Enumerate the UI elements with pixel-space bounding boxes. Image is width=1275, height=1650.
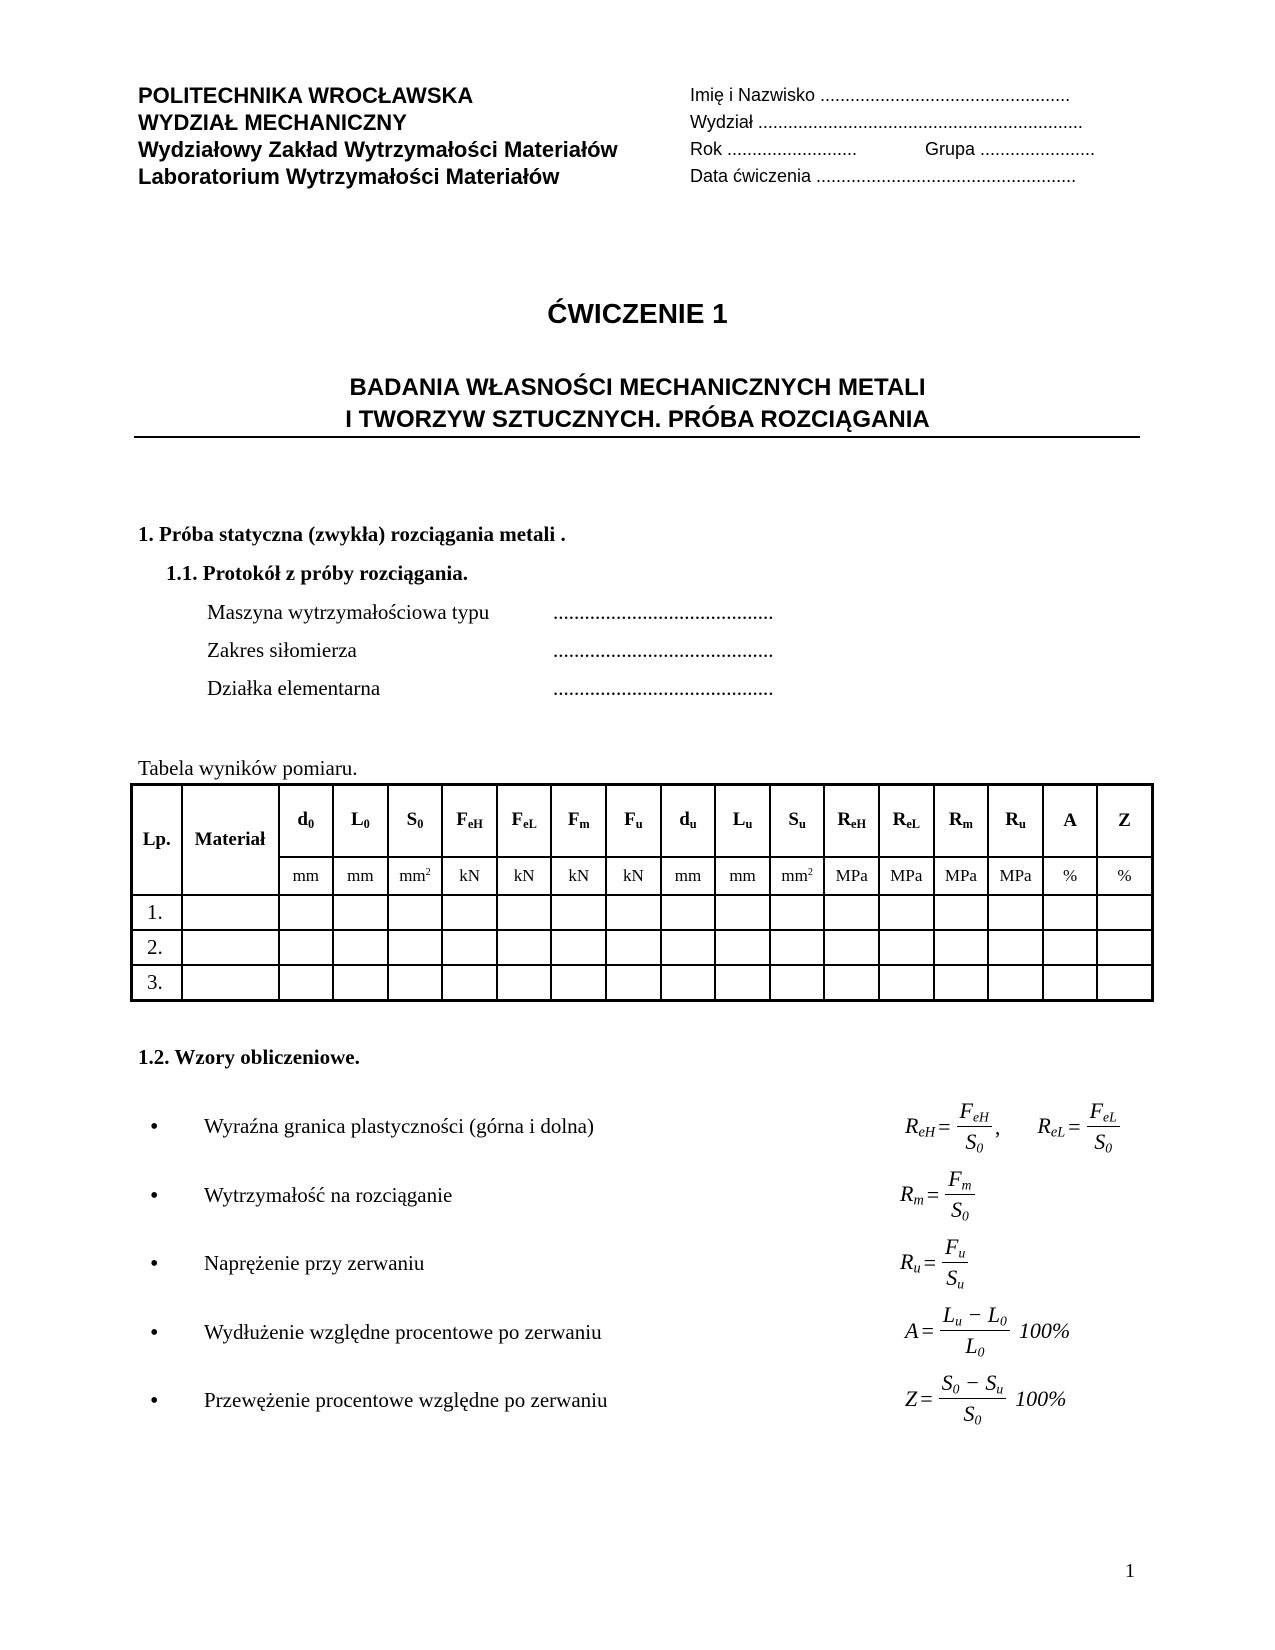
symbol-letter: A bbox=[1063, 810, 1077, 831]
exercise-subtitle bbox=[0, 372, 1275, 436]
bullet-icon: • bbox=[150, 1251, 159, 1277]
material-cell[interactable] bbox=[182, 895, 279, 930]
bullet-icon: • bbox=[150, 1114, 159, 1140]
protocol-label: Maszyna wytrzymałościowa typu bbox=[207, 600, 490, 624]
table-caption: Tabela wyników pomiaru. bbox=[138, 756, 358, 780]
exercise-title: ĆWICZENIE 1 bbox=[547, 298, 728, 329]
formula-description: Wytrzymałość na rozciąganie bbox=[204, 1183, 453, 1207]
formula-description: Naprężenie przy zerwaniu bbox=[204, 1251, 425, 1275]
value-cell[interactable] bbox=[551, 930, 606, 965]
header-unit bbox=[388, 857, 443, 895]
table-row bbox=[132, 895, 1153, 930]
institution-block bbox=[138, 82, 618, 190]
unit-text: MPa bbox=[999, 866, 1032, 885]
symbol-letter: F bbox=[567, 809, 580, 831]
bullet-icon: • bbox=[150, 1320, 159, 1346]
symbol-letter: d bbox=[297, 809, 308, 831]
header-symbol bbox=[770, 785, 825, 858]
formula-tensile-strength: $R_m$ = $\frac{F_m}{S_0}$ bbox=[900, 1166, 978, 1225]
unit-text: mm bbox=[347, 866, 374, 885]
symbol-letter: F bbox=[456, 809, 468, 831]
value-cell[interactable] bbox=[988, 965, 1043, 1001]
results-table bbox=[130, 783, 1154, 1002]
symbol-letter: F bbox=[624, 809, 636, 831]
value-cell[interactable] bbox=[1043, 965, 1098, 1001]
header-unit bbox=[824, 857, 879, 895]
header-unit bbox=[279, 857, 334, 895]
symbol-subscript: u bbox=[689, 817, 697, 832]
value-cell[interactable] bbox=[388, 930, 443, 965]
formula-yield-strength: $R_{eH}$ = $\frac{F_{eH}}{S_0}$ , $R_{eL}$ = $\frac{F_{eL}}{S_0}$ bbox=[905, 1098, 1123, 1157]
header-symbol bbox=[551, 785, 606, 858]
unit-text: MPa bbox=[944, 866, 977, 885]
value-cell[interactable] bbox=[442, 895, 497, 930]
header-symbol bbox=[824, 785, 879, 858]
faculty-field[interactable]: Wydział ................................................................. bbox=[690, 112, 1083, 132]
symbol-subscript: 0 bbox=[308, 817, 315, 832]
header-unit bbox=[1043, 857, 1098, 895]
value-cell[interactable] bbox=[988, 895, 1043, 930]
symbol-letter: R bbox=[837, 809, 852, 831]
header-material: Materiał bbox=[182, 785, 279, 896]
section-1-heading: 1. Próba statyczna (zwykła) rozciągania metali . bbox=[138, 522, 566, 546]
symbol-subscript: 0 bbox=[363, 817, 370, 832]
value-cell[interactable] bbox=[279, 930, 334, 965]
symbol-subscript: m bbox=[962, 817, 973, 832]
value-cell[interactable] bbox=[497, 930, 552, 965]
bullet-icon: • bbox=[150, 1388, 159, 1414]
protocol-blank[interactable]: .......................................... bbox=[553, 676, 774, 700]
symbol-letter: S bbox=[788, 809, 799, 831]
header-unit bbox=[333, 857, 388, 895]
value-cell[interactable] bbox=[551, 895, 606, 930]
date-field[interactable]: Data ćwiczenia .................................................... bbox=[690, 166, 1077, 186]
value-cell[interactable] bbox=[824, 965, 879, 1001]
symbol-letter: R bbox=[1005, 809, 1019, 831]
value-cell[interactable] bbox=[661, 895, 716, 930]
unit-text: kN bbox=[513, 866, 535, 885]
value-cell[interactable] bbox=[879, 965, 934, 1001]
value-cell[interactable] bbox=[279, 965, 334, 1001]
value-cell[interactable] bbox=[934, 965, 989, 1001]
material-cell[interactable] bbox=[182, 930, 279, 965]
value-cell[interactable] bbox=[606, 930, 661, 965]
header-unit bbox=[934, 857, 989, 895]
unit-text: % bbox=[1117, 866, 1132, 885]
unit-text: kN bbox=[568, 866, 590, 885]
symbol-subscript: eH bbox=[851, 817, 867, 832]
header-unit bbox=[770, 857, 825, 895]
header-symbol bbox=[333, 785, 388, 858]
table-row bbox=[132, 930, 1153, 965]
header-symbol bbox=[497, 785, 552, 858]
subtitle-line-1: BADANIA WŁASNOŚCI MECHANICZNYCH METALI bbox=[349, 374, 926, 401]
unit-text: MPa bbox=[835, 866, 868, 885]
formula-reduction: Z = $\frac{S_0 - S_u}{S_0}$ 100% bbox=[905, 1370, 1067, 1428]
symbol-letter: Z bbox=[1118, 810, 1131, 831]
material-cell[interactable] bbox=[182, 965, 279, 1001]
value-cell[interactable] bbox=[824, 895, 879, 930]
percent-label: 100% bbox=[1015, 1386, 1067, 1412]
unit-text: mm bbox=[292, 866, 320, 885]
header-symbol bbox=[606, 785, 661, 858]
symbol-letter: R bbox=[948, 809, 963, 831]
header-unit bbox=[661, 857, 716, 895]
subtitle-line-2: I TWORZYW SZTUCZNYCH. PRÓBA ROZCIĄGANIA bbox=[345, 406, 930, 433]
value-cell[interactable] bbox=[1043, 930, 1098, 965]
row-number: 1. bbox=[132, 895, 182, 930]
header-unit bbox=[606, 857, 661, 895]
symbol-letter: R bbox=[892, 809, 907, 831]
protocol-field-machine bbox=[207, 600, 774, 625]
value-cell[interactable] bbox=[1043, 895, 1098, 930]
protocol-blank[interactable]: .......................................... bbox=[553, 638, 774, 662]
header-symbol bbox=[388, 785, 443, 858]
protocol-field-division bbox=[207, 676, 774, 701]
header-unit bbox=[551, 857, 606, 895]
title-divider bbox=[134, 436, 1140, 438]
unit-superscript: 2 bbox=[807, 866, 813, 878]
row-number: 3. bbox=[132, 965, 182, 1001]
value-cell[interactable] bbox=[1097, 930, 1152, 965]
section-1-1-heading: 1.1. Protokół z próby rozciągania. bbox=[166, 561, 468, 585]
laboratory-name: Laboratorium Wytrzymałości Materiałów bbox=[138, 164, 560, 189]
symbol-letter: d bbox=[679, 809, 690, 831]
unit-text: kN bbox=[622, 866, 644, 885]
symbol-letter: F bbox=[511, 809, 524, 831]
value-cell[interactable] bbox=[388, 965, 443, 1001]
symbol-subscript: u bbox=[635, 817, 643, 832]
header-unit bbox=[1097, 857, 1152, 895]
page-number: 1 bbox=[1125, 1560, 1135, 1582]
header-symbol bbox=[879, 785, 934, 858]
faculty-name: WYDZIAŁ MECHANICZNY bbox=[138, 110, 407, 135]
unit-text: mm bbox=[674, 866, 702, 885]
year-field[interactable]: Rok .......................... bbox=[690, 139, 858, 159]
value-cell[interactable] bbox=[879, 895, 934, 930]
value-cell[interactable] bbox=[715, 930, 770, 965]
unit-superscript: 2 bbox=[425, 866, 431, 878]
protocol-label: Działka elementarna bbox=[207, 676, 381, 700]
value-cell[interactable] bbox=[661, 965, 716, 1001]
symbol-letter: L bbox=[350, 809, 364, 831]
value-cell[interactable] bbox=[715, 965, 770, 1001]
unit-text: mm bbox=[729, 866, 756, 885]
protocol-field-range bbox=[207, 638, 774, 663]
header-symbol bbox=[661, 785, 716, 858]
value-cell[interactable] bbox=[497, 965, 552, 1001]
value-cell[interactable] bbox=[279, 895, 334, 930]
department-name: Wydziałowy Zakład Wytrzymałości Materiałów bbox=[138, 137, 618, 162]
protocol-blank[interactable]: .......................................... bbox=[553, 600, 774, 624]
value-cell[interactable] bbox=[934, 930, 989, 965]
value-cell[interactable] bbox=[715, 895, 770, 930]
group-field[interactable]: Grupa ....................... bbox=[925, 139, 1096, 159]
header-unit bbox=[988, 857, 1043, 895]
symbol-subscript: u bbox=[1018, 817, 1026, 832]
symbol-subscript: u bbox=[798, 817, 806, 832]
symbol-subscript: u bbox=[745, 817, 753, 832]
header-symbol bbox=[715, 785, 770, 858]
section-1-2-heading: 1.2. Wzory obliczeniowe. bbox=[138, 1045, 360, 1069]
formula-description: Wyraźna granica plastyczności (górna i dolna) bbox=[204, 1114, 594, 1138]
student-form bbox=[690, 82, 1110, 190]
symbol-letter: L bbox=[732, 809, 746, 831]
formula-description: Przewężenie procentowe względne po zerwaniu bbox=[204, 1388, 608, 1412]
symbol-subscript: m bbox=[579, 817, 590, 832]
header-unit bbox=[442, 857, 497, 895]
value-cell[interactable] bbox=[551, 965, 606, 1001]
name-field[interactable]: Imię i Nazwisko .................................................. bbox=[690, 85, 1071, 105]
value-cell[interactable] bbox=[1097, 895, 1152, 930]
table-row bbox=[132, 965, 1153, 1001]
protocol-label: Zakres siłomierza bbox=[207, 638, 357, 662]
year-group-row bbox=[690, 136, 1110, 163]
row-number: 2. bbox=[132, 930, 182, 965]
symbol-subscript: eL bbox=[906, 817, 921, 832]
symbol-subscript: eL bbox=[523, 817, 537, 832]
header-unit bbox=[715, 857, 770, 895]
header-lp: Lp. bbox=[132, 785, 182, 896]
value-cell[interactable] bbox=[661, 930, 716, 965]
table-header-units bbox=[132, 857, 1153, 895]
bullet-icon: • bbox=[150, 1183, 159, 1209]
value-cell[interactable] bbox=[388, 895, 443, 930]
header-symbol bbox=[1097, 785, 1152, 858]
header-unit bbox=[497, 857, 552, 895]
percent-label: 100% bbox=[1018, 1318, 1071, 1344]
symbol-letter: S bbox=[406, 809, 418, 831]
formula-description: Wydłużenie względne procentowe po zerwaniu bbox=[204, 1320, 602, 1344]
symbol-subscript: 0 bbox=[417, 817, 424, 832]
unit-text: % bbox=[1063, 866, 1078, 885]
table-header-symbols bbox=[132, 785, 1153, 858]
value-cell[interactable] bbox=[333, 895, 388, 930]
header-symbol bbox=[988, 785, 1043, 858]
header-unit bbox=[879, 857, 934, 895]
formula-break-stress: $R_u$ = $\frac{F_u}{S_u}$ bbox=[900, 1234, 971, 1293]
value-cell[interactable] bbox=[1097, 965, 1152, 1001]
value-cell[interactable] bbox=[824, 930, 879, 965]
formula-elongation: A = $\frac{L_u - L_0}{L_0}$ 100% bbox=[905, 1302, 1071, 1360]
header-symbol bbox=[1043, 785, 1098, 858]
unit-text: mm bbox=[781, 866, 808, 885]
symbol-subscript: eH bbox=[467, 817, 483, 832]
value-cell[interactable] bbox=[606, 895, 661, 930]
header-symbol bbox=[442, 785, 497, 858]
header-symbol bbox=[934, 785, 989, 858]
value-cell[interactable] bbox=[333, 930, 388, 965]
unit-text: MPa bbox=[890, 866, 923, 885]
value-cell[interactable] bbox=[988, 930, 1043, 965]
value-cell[interactable] bbox=[770, 930, 825, 965]
value-cell[interactable] bbox=[442, 930, 497, 965]
value-cell[interactable] bbox=[497, 895, 552, 930]
value-cell[interactable] bbox=[934, 895, 989, 930]
value-cell[interactable] bbox=[333, 965, 388, 1001]
value-cell[interactable] bbox=[770, 965, 825, 1001]
value-cell[interactable] bbox=[606, 965, 661, 1001]
value-cell[interactable] bbox=[442, 965, 497, 1001]
university-name: POLITECHNIKA WROCŁAWSKA bbox=[138, 83, 474, 108]
unit-text: mm bbox=[399, 866, 426, 885]
value-cell[interactable] bbox=[879, 930, 934, 965]
unit-text: kN bbox=[459, 866, 480, 885]
header-symbol bbox=[279, 785, 334, 858]
value-cell[interactable] bbox=[770, 895, 825, 930]
